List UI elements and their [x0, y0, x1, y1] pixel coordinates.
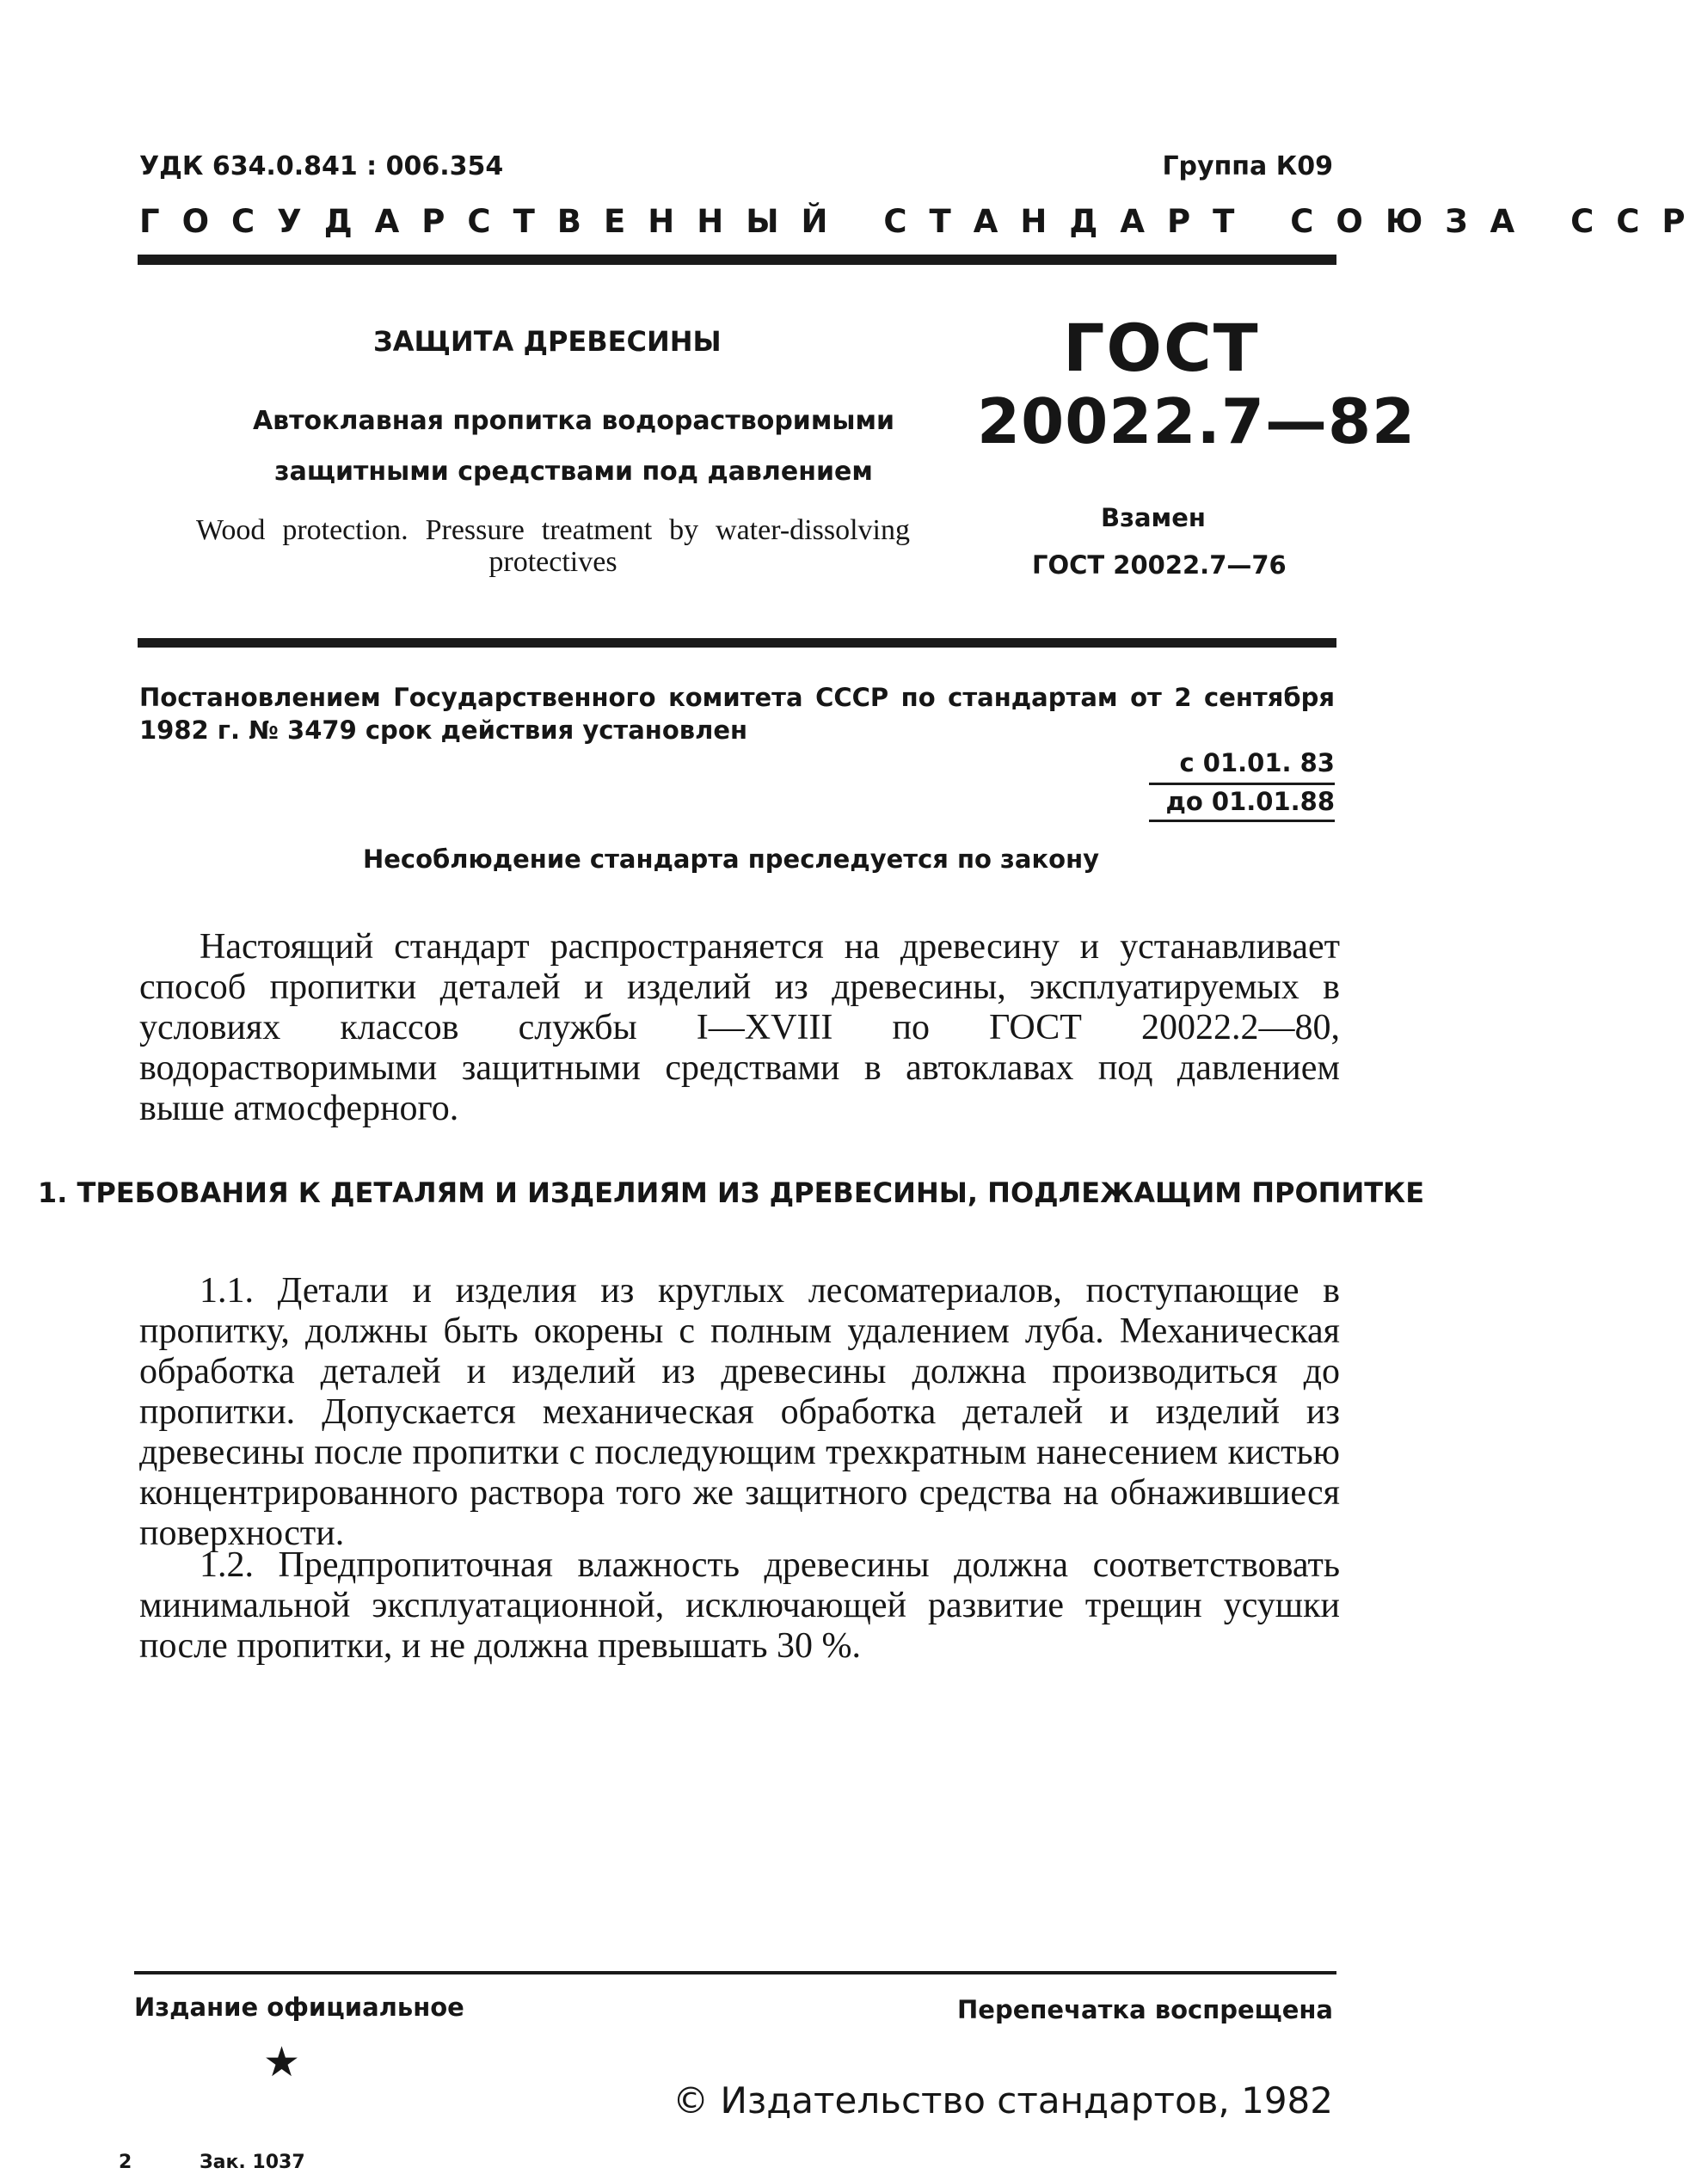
decree-text: Постановлением Государственного комитета СССР по стандартам от 2 сентября 1982 г. № 3479 срок действия установлен [139, 683, 1335, 745]
udk-code: УДК 634.0.841 : 006.354 [139, 151, 504, 181]
paragraph-1-1: 1.1. Детали и изделия из круглых лесоматериалов, поступающие в пропитку, должны быть окорены с полным удалением луба. Механическая обработка деталей и изделий из древесины должна производиться до пропитки. Допускается механическая обработка деталей и изделий из древесины после пропитки с последующим трехкратным нанесением кистью концентрированного раствора того же защитного средства на обнажившиеся поверхности. [139, 1271, 1340, 1553]
effective-date-from: с 01.01. 83 [1179, 748, 1335, 777]
replaces-value: ГОСТ 20022.7—76 [1032, 550, 1287, 580]
replaces-label: Взамен [1101, 503, 1206, 532]
publisher-copyright: © Издательство стандартов, 1982 [673, 2079, 1333, 2122]
paragraph-1-2: 1.2. Предпропиточная влажность древесины должна соответствовать минимальной эксплуатационной, исключающей развитие трещин усушки после пропитки, и не должна превышать 30 %. [139, 1545, 1340, 1666]
document-title: ЗАЩИТА ДРЕВЕСИНЫ [373, 325, 722, 358]
reprint-prohibited-label: Перепечатка воспрещена [957, 1995, 1333, 2024]
star-icon: ★ [263, 2038, 301, 2086]
header-rule [138, 255, 1336, 265]
page-number: 2 [119, 2152, 132, 2173]
document-subtitle: Автоклавная пропитка водорастворимыми защитными средствами под давлением [252, 406, 895, 487]
effective-date-to: до 01.01.88 [1149, 783, 1335, 822]
gost-number: 20022.7—82 [977, 385, 1416, 458]
intro-paragraph: Настоящий стандарт распространяется на древесину и устанавливает способ пропитки деталей и изделий из древесины, эксплуатируемых в условиях классов службы I—XVIII по ГОСТ 20022.2—80, водорастворимыми защитными средствами в автоклавах под давлением выше атмосферного. [139, 927, 1340, 1128]
title-block-rule [138, 638, 1336, 648]
order-number: Зак. 1037 [200, 2152, 305, 2173]
footer-rule [134, 1971, 1336, 1974]
english-title: Wood protection. Pressure treatment by water-dissolving protectives [196, 514, 910, 578]
law-notice: Несоблюдение стандарта преследуется по закону [362, 844, 1100, 874]
official-edition-label: Издание официальное [134, 1993, 464, 2022]
gost-label: ГОСТ [1063, 310, 1260, 386]
group-code: Группа К09 [1162, 151, 1333, 181]
section-1-heading: 1. ТРЕБОВАНИЯ К ДЕТАЛЯМ И ИЗДЕЛИЯМ ИЗ ДРЕВЕСИНЫ, ПОДЛЕЖАЩИМ ПРОПИТКЕ [37, 1176, 1425, 1209]
state-standard-heading: ГОСУДАРСТВЕННЫЙ СТАНДАРТ СОЮЗА ССР [139, 203, 1708, 240]
